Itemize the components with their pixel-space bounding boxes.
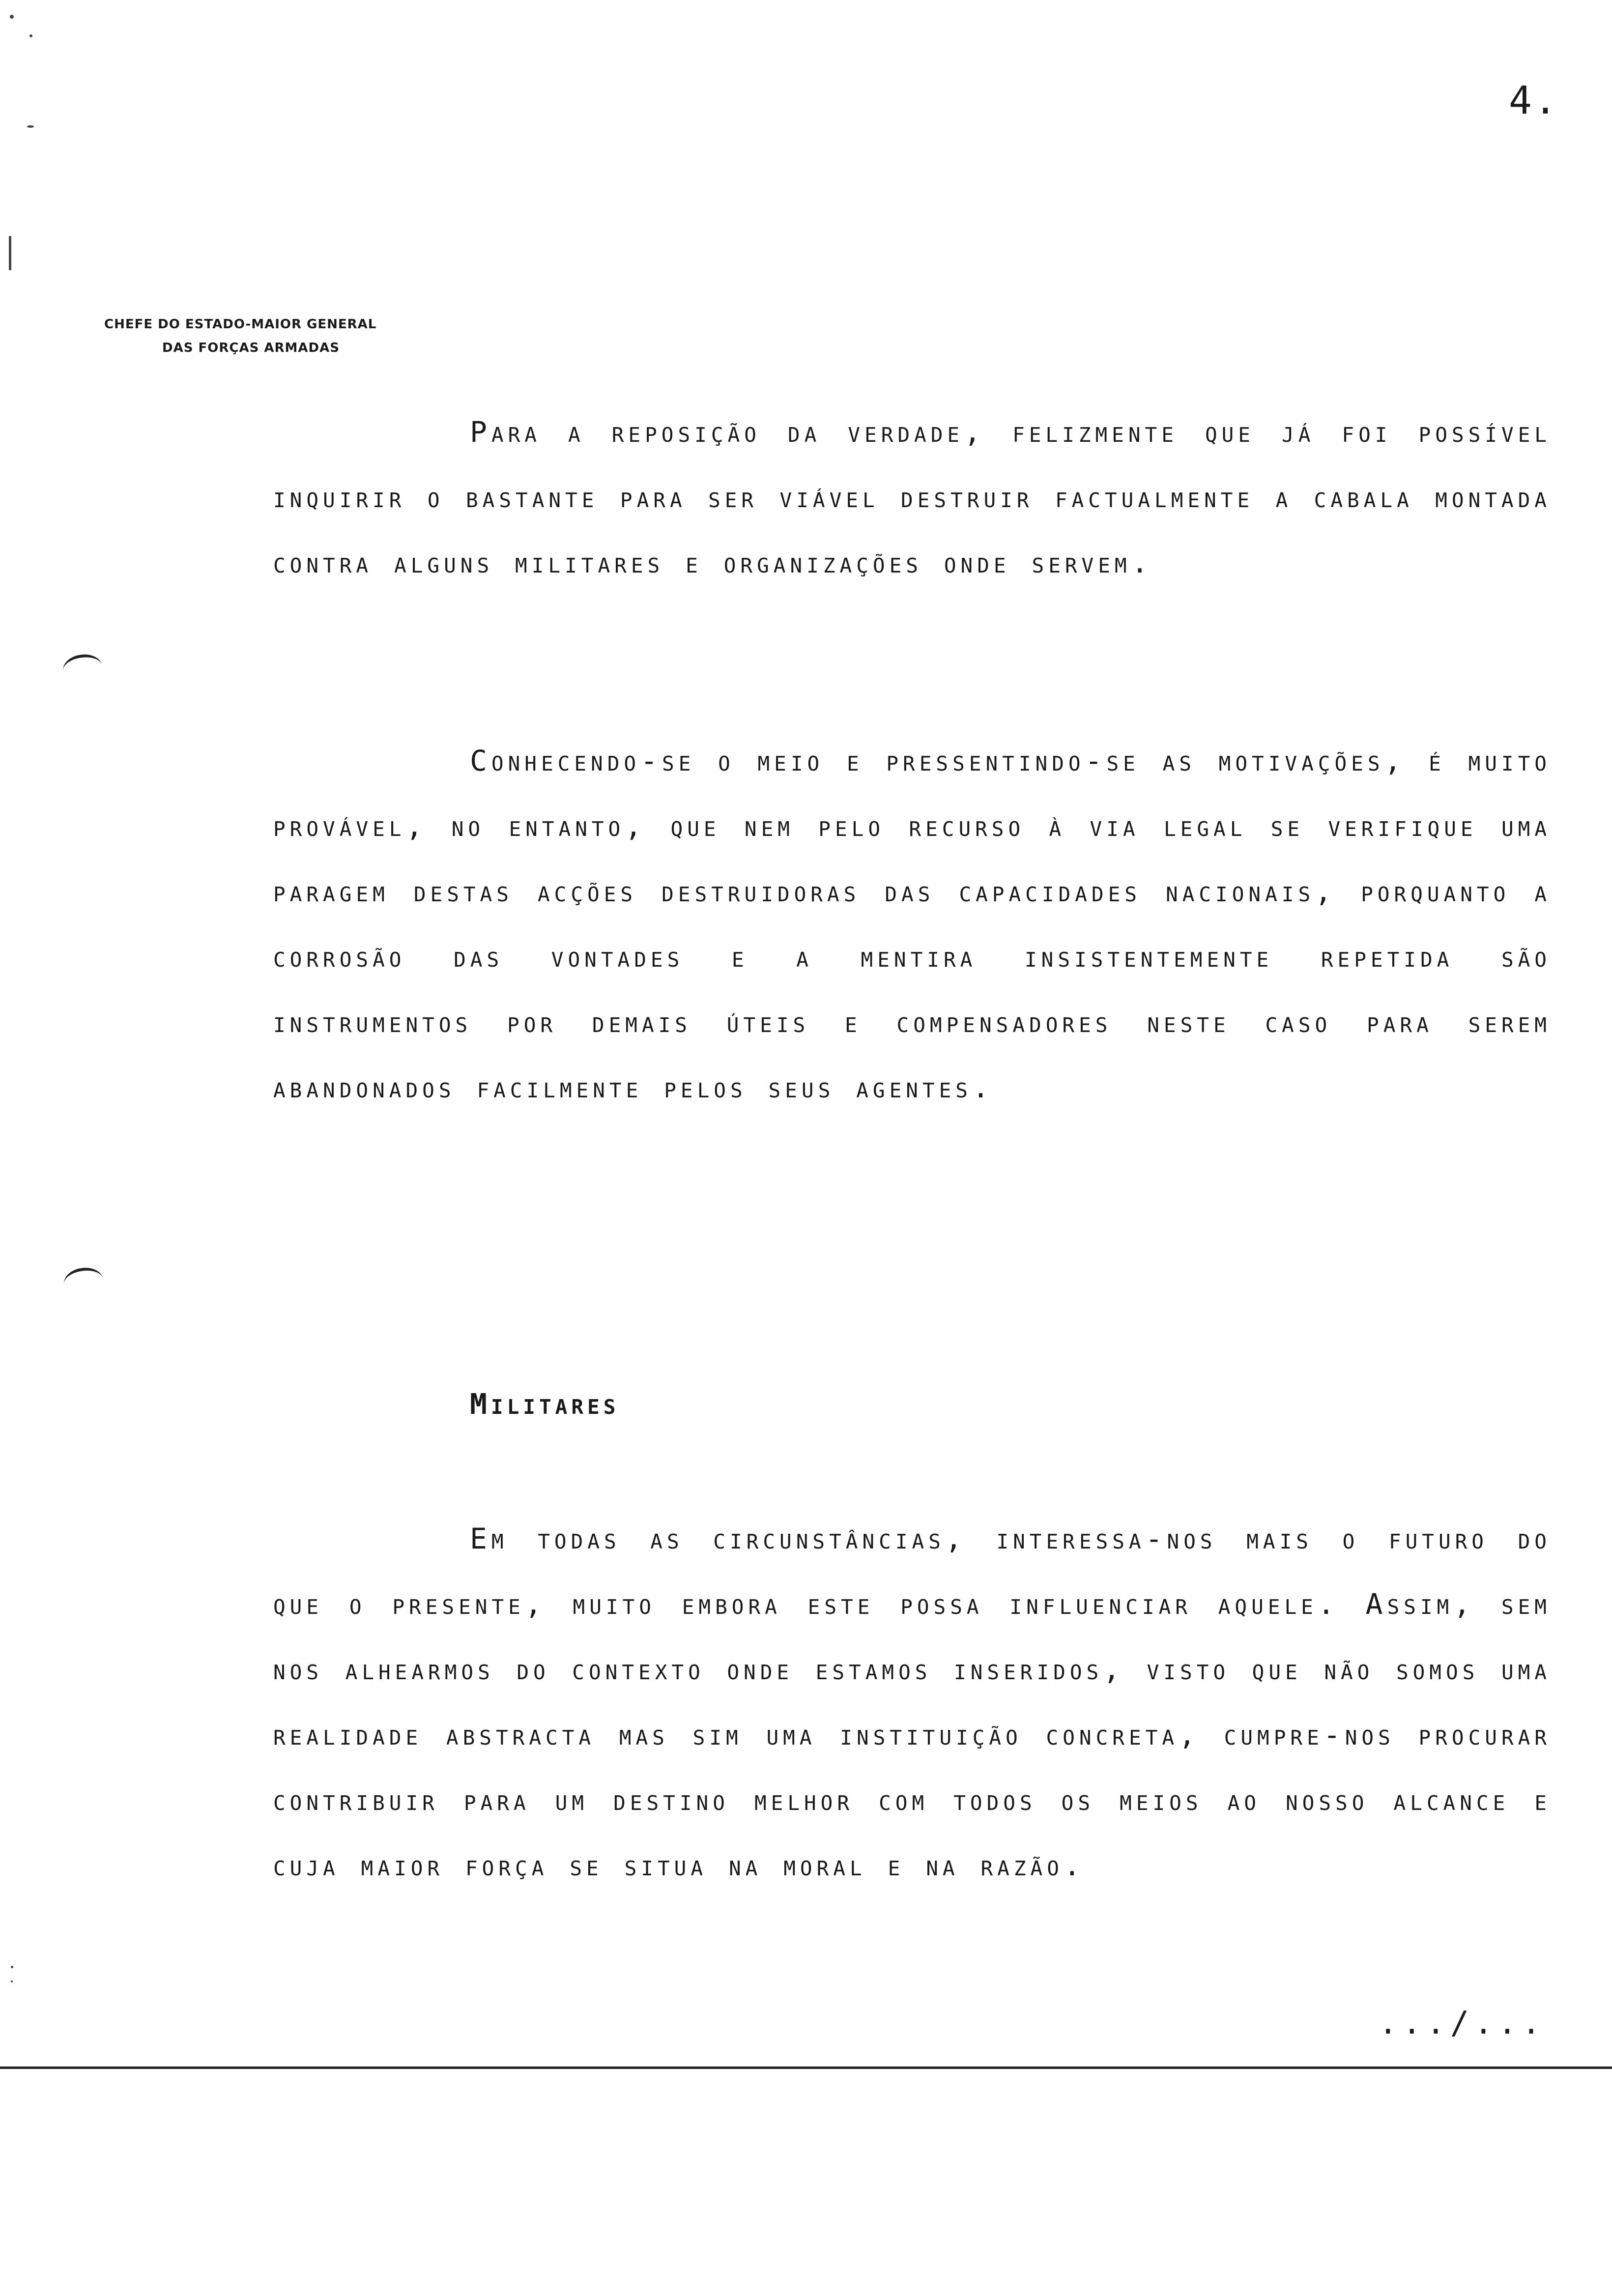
letterhead-line-1: CHEFE DO ESTADO-MAIOR GENERAL — [104, 317, 377, 332]
punch-hole-mark — [61, 652, 104, 685]
scan-speck — [11, 1980, 13, 1982]
paragraph-2: Conhecendo-se o meio e pressentindo-se as motivações, é muito provável, no entanto, que nem pelo recurso à via legal se verifique uma paragem destas acções destruidoras das capacidades nacionais, porquanto a corrosão das vontades e a mentira insistentemente repetida são instrumentos por demais úteis e compensadores neste caso para serem abandonados facilmente pelos seus agentes. — [273, 744, 1551, 1104]
page-number: 4. — [1509, 79, 1559, 123]
letterhead-line-2: DAS FORÇAS ARMADAS — [162, 341, 340, 355]
scan-speck — [29, 34, 32, 37]
continuation-mark: .../... — [1379, 2005, 1546, 2041]
scan-speck — [27, 125, 34, 128]
section-heading: Militares — [470, 1387, 620, 1421]
punch-hole-mark — [62, 1265, 105, 1298]
section-paragraph: Em todas as circunstâncias, interessa-nos mais o futuro do que o presente, muito embora este possa influenciar aquele. Assim, sem nos alhearmos do contexto onde estamos inseridos, visto que não somos uma realidade abstracta mas sim uma instituição concreta, cumpre-nos procurar contribuir para um destino melhor com todos os meios ao nosso alcance e cuja maior força se situa na moral e na razão. — [273, 1522, 1551, 1882]
scan-speck — [11, 1966, 13, 1968]
bottom-rule — [0, 2066, 1612, 2069]
scan-speck — [10, 15, 14, 19]
letterhead — [104, 313, 376, 360]
scan-speck — [9, 236, 11, 270]
paragraph-1: Para a reposição da verdade, felizmente que já foi possível inquirir o bastante para ser viável destruir factualmente a cabala montada contra alguns militares e organizações onde servem. — [273, 415, 1551, 579]
